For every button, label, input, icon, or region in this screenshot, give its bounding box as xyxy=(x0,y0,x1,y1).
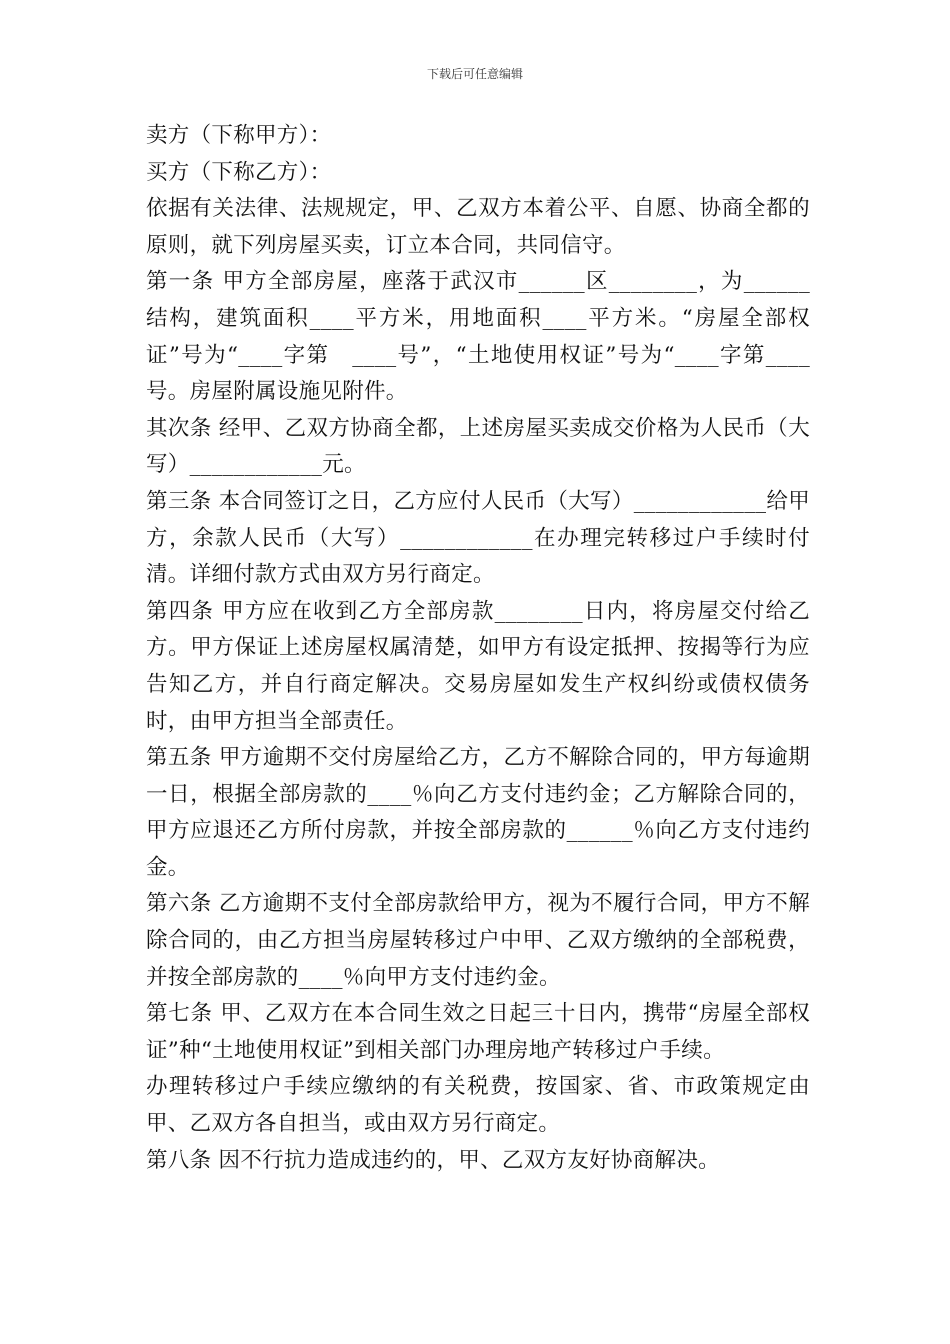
tax-paragraph: 办理转移过户手续应缴纳的有关税费，按国家、省、市政策规定由甲、乙双方各自担当，或由双方另行商定。 xyxy=(146,1074,810,1137)
article-4: 第四条 甲方应在收到乙方全部房款________日内，将房屋交付给乙方。甲方保证上述房屋权属清楚，如甲方有设定抵押、按揭等行为应告知乙方，并自行商定解决。交易房屋如发生产权纠纷或债权债务时，由甲方担当全部责任。 xyxy=(146,598,810,734)
buyer-line: 买方（下称乙方）： xyxy=(146,159,332,185)
page-header: 下载后可任意编辑 xyxy=(426,67,523,81)
article-5: 第五条 甲方逾期不交付房屋给乙方，乙方不解除合同的，甲方每逾期一日，根据全部房款的____％向乙方支付违约金；乙方解除合同的，甲方应退还乙方所付房款，并按全部房款的______％向乙方支付违约金。 xyxy=(146,745,810,880)
contract-body xyxy=(146,118,810,1179)
article-6: 第六条 乙方逾期不支付全部房款给甲方，视为不履行合同，甲方不解除合同的，由乙方担当房屋转移过户中甲、乙双方缴纳的全部税费，并按全部房款的____％向甲方支付违约金。 xyxy=(146,891,810,990)
article-3: 第三条 本合同签订之日，乙方应付人民币（大写）____________给甲方，余款人民币（大写）____________在办理完转移过户手续时付清。详细付款方式由双方另行商定。 xyxy=(146,488,810,588)
preamble-paragraph: 依据有关法律、法规规定，甲、乙双方本着公平、自愿、协商全都的原则，就下列房屋买卖，订立本合同，共同信守。 xyxy=(146,196,810,258)
seller-line: 卖方（下称甲方）： xyxy=(146,123,332,148)
article-7: 第七条 甲、乙双方在本合同生效之日起三十日内，携带“房屋全部权证”种“土地使用权证”到相关部门办理房地产转移过户手续。 xyxy=(146,1001,810,1063)
article-2: 其次条 经甲、乙双方协商全都，上述房屋买卖成交价格为人民币（大写）____________元。 xyxy=(146,415,810,478)
article-1: 第一条 甲方全部房屋，座落于武汉市______区________，为______结构，建筑面积____平方米，用地面积____平方米。“房屋全部权证”号为“____字第 ____号”，“土地使用权证”号为“____字第____号。房屋附属设施见附件。 xyxy=(146,269,810,405)
article-8: 第八条 因不行抗力造成违约的，甲、乙双方友好协商解决。 xyxy=(146,1147,720,1173)
